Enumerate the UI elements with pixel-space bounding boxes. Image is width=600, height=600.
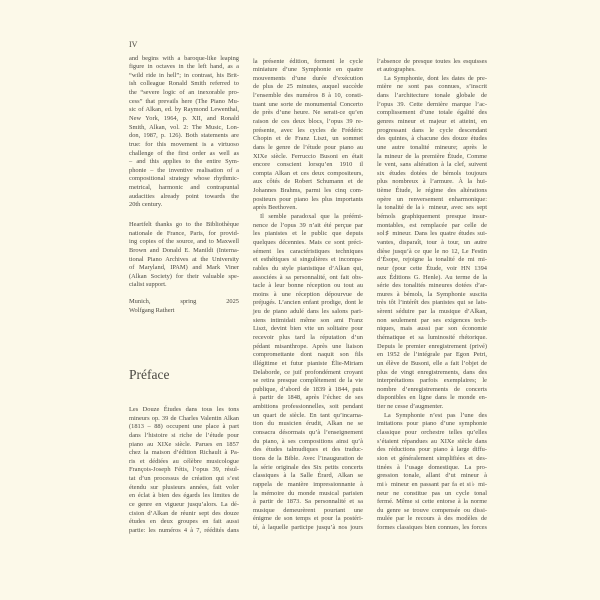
- text-line: jeu de piano adulé dans les salons pari-: [253, 308, 363, 316]
- text-line: ambitions professionnelles, soit pendant: [253, 403, 363, 411]
- text-line: la mémoire du monde musical parisien: [253, 489, 363, 497]
- text-line: thématique et sa luminosité rhétorique.: [377, 334, 487, 341]
- text-line: se retira presque complètement de la vie: [253, 377, 363, 385]
- text-line: La Symphonie n’est pas l’une des: [384, 411, 487, 419]
- text-line: tième Étude, le régime des altérations: [377, 187, 487, 195]
- text-line: 20th century.: [129, 201, 163, 209]
- text-line: tacle à leur bonne réception ou tout au: [253, 282, 363, 290]
- text-line: gression tonale, allant d’ut mineur à: [377, 472, 487, 480]
- text-line: Les Douze Études dans tous les tons: [129, 406, 239, 413]
- text-line: sic of Alkan, ed. by Raymond Lewenthal,: [129, 106, 239, 114]
- text-line: musique demeurèrent pourtant une: [253, 506, 363, 514]
- text-line: une autre tonalité mineure; après le: [377, 143, 487, 151]
- text-line: disponibles en ligne dans le monde en-: [377, 394, 487, 402]
- text-line: tinées à l’usage domestique. La pro-: [377, 463, 487, 471]
- text-line: Smith, Alkan, vol. 2: The Music, Lon-: [129, 123, 239, 131]
- text-line: mière ne sont pas connues, s’inscrit: [377, 83, 487, 91]
- text-line: ce genre en vigueur jusqu’alors. La dé-: [129, 501, 239, 509]
- text-line: audacities already point towards the: [129, 192, 239, 200]
- text-line: présente, avec les cycles de Frédéric: [253, 126, 363, 134]
- text-line: sol♯ mineur. Dans les quatre études sui-: [377, 230, 487, 238]
- text-line: siens intimidait même son ami Franz: [253, 316, 363, 324]
- text-line: Munich, spring 2025: [129, 298, 239, 305]
- text-line: metrical, harmonic and contrapuntal: [129, 184, 239, 192]
- text-line: un élève de Busoni, elle a fait l’objet de: [377, 359, 487, 367]
- text-line: partie: les numéros 4 à 7, réédités dans: [129, 526, 239, 534]
- text-line: à partir de 1873. Sa personnalité et sa: [253, 498, 363, 506]
- text-line: (1813 – 88) occupent une place à part: [129, 423, 239, 431]
- text-line: compromettante dont naquit son fils: [253, 351, 363, 359]
- text-line: piano au XIXe siècle. Parues en 1857: [129, 440, 239, 448]
- text-line: quelques décennies. Mais ce sont préci-: [253, 238, 363, 246]
- text-line: rables du style pianistique d’Alkan qui,: [253, 264, 363, 272]
- text-line: nombre d’enregistrements de concerts: [377, 385, 487, 393]
- text-line: classiques à la Salle Érard, Alkan se: [253, 472, 363, 480]
- text-line: François-Joseph Fétis, l’opus 39, résul-: [129, 466, 239, 474]
- preface-heading: Préface: [129, 367, 170, 382]
- text-line: neur ne constitue pas un cycle tonal: [377, 489, 487, 497]
- text-line: recevoir plus tard la réputation d’un: [253, 334, 363, 341]
- text-line: la série originale des Six petits concerts: [253, 463, 363, 471]
- text-line: tional Piano Archives at the University: [129, 255, 239, 263]
- text-line: mulée par le recours à des modèles de: [377, 515, 487, 523]
- text-line: mouvements d’une durée d’exécution: [253, 74, 363, 82]
- text-line: de plus de 25 minutes, auquel succède: [253, 83, 363, 91]
- text-line: tion du musicien érudit, Alkan ne se: [253, 420, 363, 428]
- text-line: montables, est remplacée par celle de: [377, 221, 487, 229]
- text-line: Il semble paradoxal que la préémi-: [260, 213, 363, 221]
- text-line: and begins with a baroque-like leaping: [129, 54, 239, 62]
- text-line: bémols graphiquement presque insur-: [377, 213, 487, 221]
- page-number: IV: [129, 40, 138, 49]
- text-line: ing copies of the source, and to Maxwell: [129, 238, 239, 246]
- text-line: progressant dans le cycle descendant: [377, 126, 487, 134]
- text-line: études en deux groupes en fait aussi: [129, 518, 239, 526]
- text-line: énigme de son temps et pour la postéri-: [253, 515, 363, 523]
- text-line: formes classiques bien connues, les forces: [377, 524, 487, 532]
- text-line: des études talmudiques et des traduc-: [253, 446, 363, 454]
- text-line: compta Alkan et ces deux compositeurs,: [253, 169, 363, 177]
- text-line: d’Ésope, rejoigne la tonalité de mi mi-: [377, 256, 487, 264]
- text-line: un quart de siècle. En tant qu’incarna-: [253, 411, 363, 419]
- text-line: XIXe siècle. Ferruccio Busoni en était: [253, 152, 363, 160]
- text-line: après Beethoven.: [253, 204, 298, 212]
- text-line: encore conscient lorsqu’en 1910 il: [253, 161, 363, 169]
- text-line: consacra désormais qu’à l’enseignement: [253, 429, 363, 437]
- text-line: à partir de 1848, après l’échec de ses: [253, 394, 363, 402]
- text-line: s’étaient répandues au XIXe siècle dans: [377, 437, 487, 445]
- text-line: dans l’histoire si riche de l’étude pour: [129, 431, 239, 439]
- text-line: opère un renversement enharmonique:: [377, 195, 487, 203]
- text-line: positeurs pour piano les plus importants: [253, 195, 363, 203]
- text-line: Liszt, devint bien vite un solitaire pour: [253, 325, 363, 333]
- text-line: neur (pour cette Étude, voir HN 1394: [377, 264, 487, 272]
- signature-place-date-author: [129, 298, 239, 315]
- text-line: rappela de manière impressionnante à: [253, 480, 363, 488]
- text-line: of Maryland, IPAM) and Mark Viner: [129, 264, 239, 272]
- text-line: ris et dédiées au célèbre musicologue: [129, 457, 239, 465]
- text-line: (Alkan Society) for their valuable spe-: [129, 272, 239, 280]
- text-line: la mineur de la première Étude, Comme: [377, 152, 487, 160]
- text-line: classique pour orchestre telles qu’elles: [377, 429, 487, 437]
- text-line: plus nombreux à l’armure. À la hui-: [377, 178, 487, 186]
- text-line: tat d’un processus de création qui s’est: [129, 475, 239, 483]
- text-line: préjugés. L’ancien enfant prodige, dont le: [253, 299, 363, 307]
- text-line: du genre se trouve compensée ou dissi-: [377, 506, 487, 514]
- text-line: série des tonalités mineures dotées d’ar-: [377, 282, 487, 290]
- text-line: challenge of the first order as well as: [129, 149, 239, 157]
- text-line: de près d’une heure. Ne serait-ce qu’en: [253, 109, 363, 117]
- text-line: sèrent séduire par la musique d’Alkan,: [377, 308, 487, 316]
- preface-column-1: [129, 406, 239, 536]
- paragraph: [377, 58, 487, 75]
- text-line: moins à une réception dépourvue de: [253, 290, 363, 298]
- preface-column-3: [377, 58, 487, 533]
- paragraph: [253, 213, 363, 533]
- text-line: fermé. Même si cette entorse à la norme: [377, 498, 487, 506]
- text-line: du piano, à ses compositions ainsi qu’à: [253, 437, 363, 445]
- english-paragraph-acknowledgements: [129, 221, 239, 290]
- text-line: très tôt l’intérêt des pianistes qui se lais-: [377, 299, 487, 307]
- paragraph: [377, 75, 487, 412]
- paragraph: [377, 412, 487, 533]
- text-line: en 1952 de l’intégrale par Egon Petri,: [377, 351, 487, 359]
- text-line: nationale de France, Paris, for provid-: [129, 229, 239, 237]
- text-line: le vent, sans altération à la clef, suivent: [377, 161, 487, 169]
- text-line: publique, d’abord de 1839 à 1844, puis: [253, 385, 363, 393]
- text-line: chez la maison d’édition Richault à Pa-: [129, 449, 239, 457]
- text-line: true: for this movement is a virtuoso: [129, 140, 239, 148]
- text-line: des quintes, à chacune des douze études: [377, 135, 487, 143]
- text-line: l’ensemble des numéros 8 à 10, consti-: [253, 92, 363, 100]
- text-line: aux Éditions G. Henle). Au terme de la: [377, 273, 487, 281]
- text-line: – and this applies to the entire Sym-: [129, 158, 239, 166]
- text-line: plus de vingt enregistrements, dans des: [377, 368, 487, 376]
- text-line: La Symphonie, dont les dates de pre-: [384, 74, 487, 82]
- text-line: “wild ride in hell”; in contrast, his Brit-: [129, 71, 239, 79]
- text-line: New York, 1964, p. XII, and Ronald: [129, 114, 239, 122]
- text-line: non seulement par ses exigences tech-: [377, 316, 487, 324]
- text-line: genres mineur et majeur et atteint, en: [377, 117, 487, 125]
- text-line: en éclat à bien des égards les limites de: [129, 492, 239, 500]
- text-line: associées à sa personnalité, ont fait obs-: [253, 273, 363, 281]
- text-line: imitations pour piano d’une symphonie: [377, 420, 487, 428]
- text-line: les pianistes et le public que depuis: [253, 230, 363, 238]
- paragraph: [253, 58, 363, 214]
- text-line: the “severe logic of an inexorable pro-: [129, 89, 239, 97]
- text-line: interprétations parfois exemplaires; le: [377, 377, 487, 385]
- text-line: Delaborde, ce juif profondément croyant: [253, 368, 363, 376]
- text-line: té, à laquelle participe jusqu’à nos jours: [253, 524, 363, 532]
- text-line: la présente édition, forment le cycle: [253, 57, 363, 65]
- text-line: sément les caractéristiques techniques: [253, 247, 363, 255]
- text-line: dièse jusqu’à ce que le no 12, Le Festin: [377, 247, 487, 255]
- text-line: des réductions pour piano à large diffu-: [377, 446, 487, 454]
- text-line: l’opus 39. Cette dernière marque l’ac-: [377, 100, 487, 108]
- text-line: Depuis le premier enregistrement (privé): [377, 342, 487, 350]
- text-line: niques, mais aussi par son économie: [377, 325, 487, 333]
- text-line: miniature d’une Symphonie en quatre: [253, 66, 363, 74]
- text-line: nence de l’opus 39 n’ait été perçue par: [253, 221, 363, 229]
- text-line: tier ne cesse d’augmenter.: [377, 403, 444, 411]
- text-line: vantes, disparaît, tour à tour, un autre: [377, 238, 487, 246]
- text-line: pédant misanthrope. Après une liaison: [253, 342, 363, 350]
- text-line: Wolfgang Rathert: [129, 306, 175, 314]
- text-line: et autographes.: [377, 66, 416, 74]
- preface-column-2: [253, 58, 363, 533]
- text-line: Chopin et de Franz Liszt, un sommet: [253, 135, 363, 143]
- text-line: Brown and Donald E. Manildi (Interna-: [129, 246, 239, 254]
- text-line: l’absence de presque toutes les esquisses: [377, 57, 487, 65]
- text-line: raison de ces deux blocs, l’opus 39 re-: [253, 117, 363, 125]
- text-line: complissement d’une totale égalité des: [377, 109, 487, 117]
- text-line: ish colleague Ronald Smith referred to: [129, 80, 239, 88]
- text-line: dans l’architecture tonale globale de: [377, 92, 487, 100]
- text-line: figure in octaves in the left hand, as a: [129, 63, 239, 71]
- text-line: six études dotées de bémols toujours: [377, 169, 487, 177]
- text-line: tuant une sorte de monumental Concerto: [253, 100, 363, 108]
- text-line: Heartfelt thanks go to the Bibliothèque: [129, 221, 239, 228]
- text-line: aux côtés de Robert Schumann et de: [253, 178, 363, 186]
- text-line: cialist support.: [129, 281, 167, 289]
- text-line: la tonalité de la♭ mineur, avec ses sept: [377, 204, 487, 212]
- text-line: cess” that prevails here (The Piano Mu-: [129, 97, 239, 105]
- english-paragraph-conclusion: [129, 55, 239, 211]
- paragraph: [129, 406, 239, 536]
- text-line: mineurs op. 39 de Charles Valentin Alkan: [129, 414, 239, 422]
- text-line: mures à bémols, la Symphonie suscita: [377, 290, 487, 298]
- text-line: don, 1987, p. 126). Both statements are: [129, 132, 239, 140]
- text-line: cision d’Alkan de réunir sept des douze: [129, 509, 239, 517]
- text-line: Johannes Brahms, parmi les cinq com-: [253, 187, 363, 195]
- text-line: illégitime et futur pianiste Élie-Miriam: [253, 359, 363, 367]
- text-line: sion et généralement simplifiées et des-: [377, 454, 487, 462]
- text-line: mi♭ mineur en passant par fa et si♭ mi-: [377, 480, 487, 488]
- text-line: dans le genre de l’étude pour piano au: [253, 143, 363, 151]
- text-line: étendu sur plusieurs années, fait voler: [129, 483, 239, 491]
- text-line: phonie – the inventive realisation of a: [129, 166, 239, 174]
- text-line: tions de la Bible. Avec l’inauguration de: [253, 454, 363, 462]
- text-line: compositional strategy whose rhythmic-: [129, 175, 239, 183]
- text-line: et esthétiques si singulières et incompa-: [253, 256, 363, 264]
